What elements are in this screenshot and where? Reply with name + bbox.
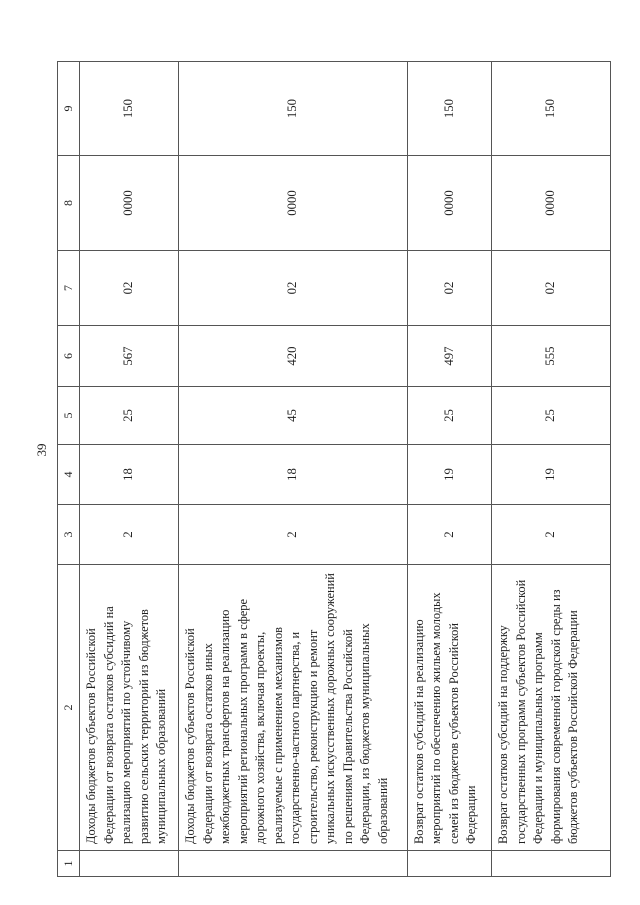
row-cell-col3: 2 bbox=[492, 505, 611, 565]
row-cell-col8: 0000 bbox=[407, 156, 492, 251]
column-header: 9 bbox=[58, 62, 80, 156]
row-cell-col5: 25 bbox=[492, 387, 611, 445]
column-header: 1 bbox=[58, 851, 80, 877]
row-cell-col8: 0000 bbox=[179, 156, 408, 251]
row-description: Возврат остатков субсидий на поддержку государственных программ субъектов Российской Федерации и муниципальных программ формирования современной городской среды из бюджетов субъектов Российской Федерации bbox=[492, 565, 611, 851]
row-cell-col7: 02 bbox=[492, 251, 611, 326]
row-cell-col4: 18 bbox=[80, 445, 179, 505]
column-header: 6 bbox=[58, 326, 80, 387]
row-cell-col1 bbox=[179, 851, 408, 877]
row-cell-col6: 420 bbox=[179, 326, 408, 387]
page-number: 39 bbox=[34, 443, 49, 457]
budget-classification-table bbox=[57, 61, 611, 877]
row-cell-col1 bbox=[407, 851, 492, 877]
rotated-table-container bbox=[57, 62, 611, 877]
row-cell-col8: 0000 bbox=[80, 156, 179, 251]
row-cell-col7: 02 bbox=[80, 251, 179, 326]
row-cell-col3: 2 bbox=[407, 505, 492, 565]
row-description: Возврат остатков субсидий на реализацию мероприятий по обеспечению жильем молодых семей из бюджетов субъектов Российской Федерации bbox=[407, 565, 492, 851]
row-cell-col6: 555 bbox=[492, 326, 611, 387]
row-cell-col6: 497 bbox=[407, 326, 492, 387]
row-description: Доходы бюджетов субъектов Российской Федерации от возврата остатков субсидий на реализацию мероприятий по устойчивому развитию сельских территорий из бюджетов муниципальных образований bbox=[80, 565, 179, 851]
column-header: 5 bbox=[58, 387, 80, 445]
row-cell-col5: 25 bbox=[407, 387, 492, 445]
table-row bbox=[492, 62, 611, 877]
row-cell-col5: 45 bbox=[179, 387, 408, 445]
row-cell-col8: 0000 bbox=[492, 156, 611, 251]
row-cell-col6: 567 bbox=[80, 326, 179, 387]
row-description: Доходы бюджетов субъектов Российской Федерации от возврата остатков иных межбюджетных трансфертов на реализацию мероприятий региональных программ в сфере дорожного хозяйства, включая проекты, реализуемые с применением механизмов государственно-частного партнерства, и строительство, реконструкцию и ремонт уникальных искусственных дорожных сооружений по решениям Правительства Российской Федерации, из бюджетов муниципальных образований bbox=[179, 565, 408, 851]
column-header: 3 bbox=[58, 505, 80, 565]
column-header: 4 bbox=[58, 445, 80, 505]
row-cell-col9: 150 bbox=[492, 62, 611, 156]
row-cell-col5: 25 bbox=[80, 387, 179, 445]
row-cell-col4: 19 bbox=[492, 445, 611, 505]
row-cell-col9: 150 bbox=[80, 62, 179, 156]
row-cell-col1 bbox=[492, 851, 611, 877]
row-cell-col9: 150 bbox=[407, 62, 492, 156]
row-cell-col4: 18 bbox=[179, 445, 408, 505]
row-cell-col4: 19 bbox=[407, 445, 492, 505]
row-cell-col7: 02 bbox=[179, 251, 408, 326]
column-header: 8 bbox=[58, 156, 80, 251]
row-cell-col1 bbox=[80, 851, 179, 877]
row-cell-col3: 2 bbox=[179, 505, 408, 565]
table-row bbox=[179, 62, 408, 877]
row-cell-col7: 02 bbox=[407, 251, 492, 326]
column-number-row bbox=[58, 62, 80, 877]
row-cell-col9: 150 bbox=[179, 62, 408, 156]
table-row bbox=[407, 62, 492, 877]
table-row bbox=[80, 62, 179, 877]
row-cell-col3: 2 bbox=[80, 505, 179, 565]
column-header: 2 bbox=[58, 565, 80, 851]
column-header: 7 bbox=[58, 251, 80, 326]
